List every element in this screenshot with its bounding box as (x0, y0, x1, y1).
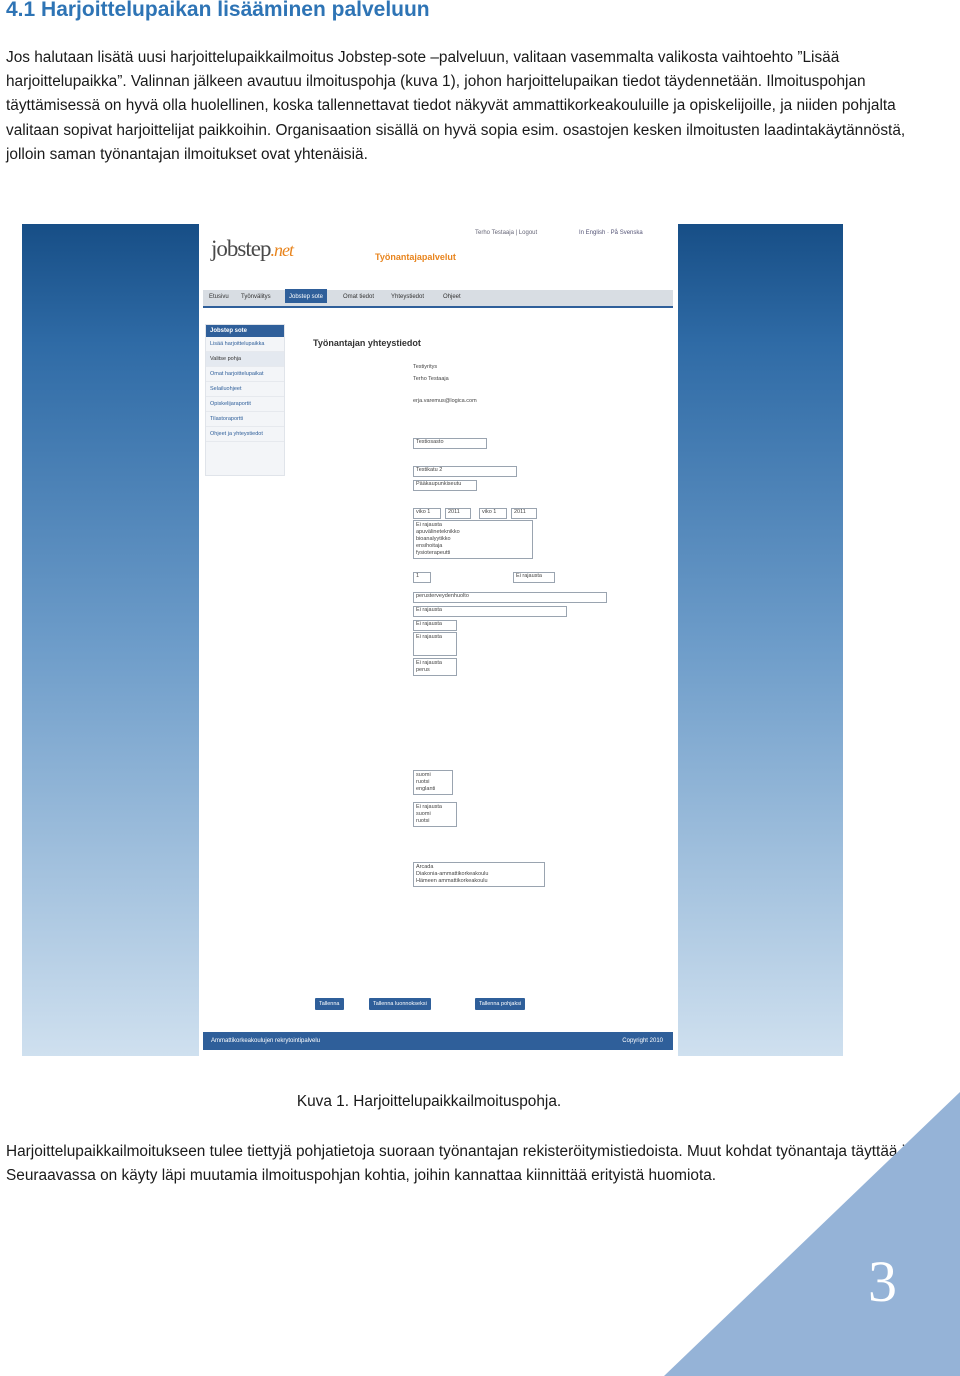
unit-field: Testiosasto (413, 438, 487, 449)
end-week-select: viko 1 (479, 508, 507, 519)
languages-list: suomi ruotsi englanti (413, 770, 453, 795)
start-week-select: viko 1 (413, 508, 441, 519)
form-title: Työnantajan yhteystiedot (313, 338, 421, 348)
jobstep-logo: jobstep.net (211, 236, 293, 261)
service-title: Työnantajapalvelut (375, 252, 456, 262)
qualification-list: Ei rajausta apuvälineteknikko bioanalyytikko ensihoitaja fysioterapeutti (413, 520, 533, 559)
sidebar-item: Lisää harjoittelupaikka (206, 337, 284, 352)
address-field: Testikatu 2 (413, 466, 517, 477)
nav-tab: Etusivu (209, 294, 229, 300)
start-year-select: 2011 (445, 508, 471, 519)
language-links: In English · På Svenska (579, 230, 643, 236)
field-select: perusterveydenhuolto (413, 592, 607, 603)
lang-list: Ei rajausta perus (413, 658, 457, 676)
email-value: erja.varemus@logica.com (413, 398, 477, 404)
page-footer (203, 1032, 673, 1050)
sidebar-menu (205, 324, 285, 476)
page-number: 3 (868, 1249, 897, 1314)
form-screenshot (22, 224, 843, 1056)
contact-value: Terho Testaaja (413, 376, 449, 382)
count-select: 1 (413, 572, 431, 583)
nav-tab-active: Jobstep sote (285, 289, 327, 303)
employer-value: Testiyritys (413, 364, 438, 370)
schools-list: Arcada Diakonia-ammattikorkeakoulu Hämeen ammattikorkeakoulu (413, 862, 545, 887)
level-select: Ei rajausta (413, 620, 457, 631)
save-button: Tallenna (315, 998, 344, 1010)
save-draft-button: Tallenna luonnokseksi (369, 998, 431, 1010)
region-select: Pääkaupunkiseutu (413, 480, 477, 491)
corner-decoration (664, 1092, 960, 1376)
nav-tab: Omat tiedot (343, 294, 375, 300)
nav-tab: Ohjeet (443, 294, 461, 300)
intro-paragraph: Jos halutaan lisätä uusi harjoittelupaikkailmoitus Jobstep-sote –palveluun, valitaan vasemmalta valikosta vaihtoehto ”Lisää harjoittelupaikka”. Valinnan jälkeen avautuu ilmoituspohja (kuva 1), johon harjoittelupaikan tiedot täydennetään. Ilmoituspohjan täyttämisessä on hyvä olla huolellinen, koska tallennettavat tiedot näkyvät ammattikorkeakouluille ja opiskelijoille, ja niiden pohjalta valitaan sopivat harjoittelijat paikkoihin. Organisaation sisällä on hyvä sopia esim. osastojen kesken ilmoitusten laadintakäytännöstä, jolloin saman työnantajan ilmoitukset ovat yhtenäisiä. (6, 49, 906, 163)
end-year-select: 2011 (511, 508, 537, 519)
section-heading: 4.1 Harjoittelupaikan lisääminen palveluun (6, 0, 430, 21)
main-nav (203, 290, 673, 308)
sidebar-item: Tilastoraportti (206, 412, 284, 427)
sidebar-heading: Jobstep sote (206, 325, 284, 337)
web-page (199, 224, 678, 1056)
period-list: Ei rajausta (413, 632, 457, 656)
body-paragraph: Harjoittelupaikkailmoitukseen tulee tiettyjä pohjatietoja suoraan työnantajan rekisteröitymistiedoista. Muut kohdat työnantaja täyttää itse. Seuraavassa on käyty läpi muutamia ilmoituspohjan kohtia, joihin kannattaa kiinnittää erityistä huomiota. (6, 1143, 930, 1185)
rajaus-select: Ei rajausta (513, 572, 555, 583)
copyright: Copyright 2010 (622, 1038, 663, 1044)
figure-caption: Kuva 1. Harjoittelupaikkailmoituspohja. (296, 1093, 562, 1110)
nav-tab: Työnvälitys (241, 294, 271, 300)
sidebar-item: Ohjeet ja yhteystiedot (206, 427, 284, 442)
skills-list: Ei rajausta suomi ruotsi (413, 802, 457, 827)
sidebar-item: Opiskelijaraportit (206, 397, 284, 412)
language-req-select: Ei rajausta (413, 606, 567, 617)
nav-tab: Yhteystiedot (391, 294, 425, 300)
sidebar-item: Omat harjoittelupaikat (206, 367, 284, 382)
footer-title: Ammattikorkeakoulujen rekrytointipalvelu (211, 1038, 321, 1044)
save-template-button: Tallenna pohjaksi (475, 998, 525, 1010)
user-links: Terho Testaaja | Logout (475, 230, 538, 236)
sidebar-item: Selailuohjeet (206, 382, 284, 397)
sidebar-item-selected: Valitse pohja (206, 352, 284, 367)
form-area (313, 324, 673, 884)
